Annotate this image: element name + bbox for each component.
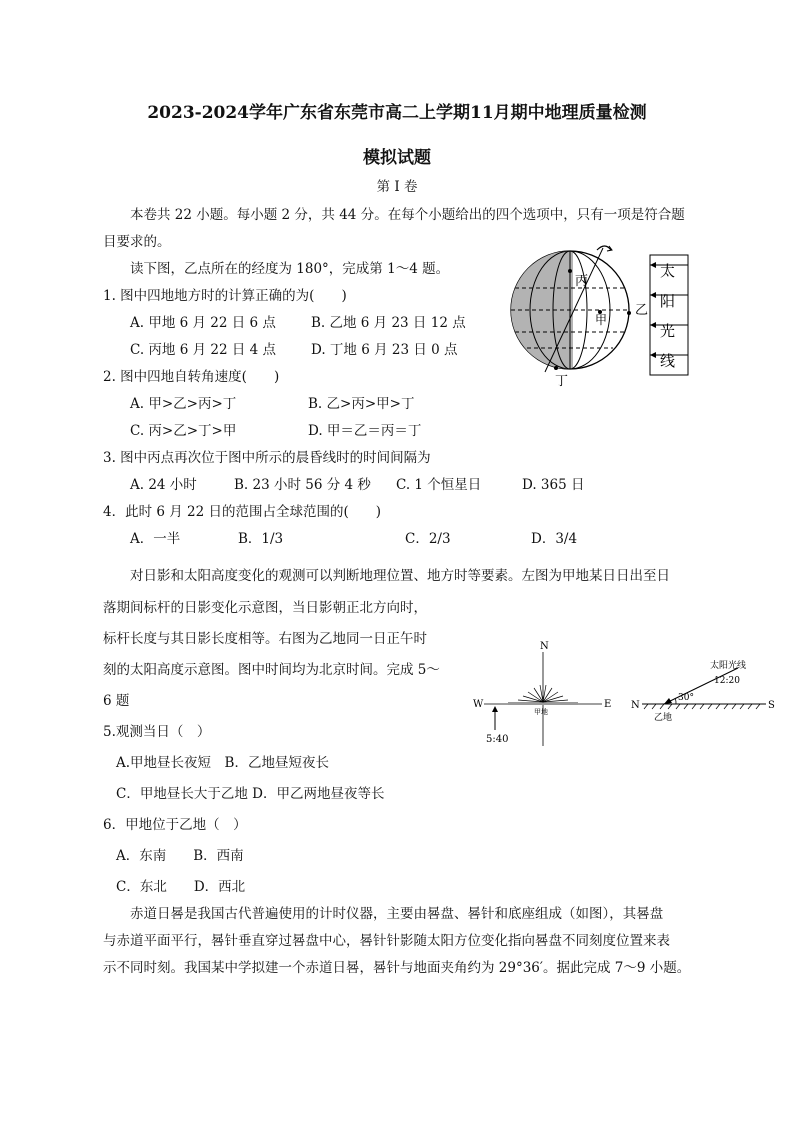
q4-option-b: B．1/3: [238, 531, 284, 547]
group3-line3: 示不同时刻。我国某中学拟建一个赤道日晷，晷针与地面夹角约为 29°36′。据此完成 7～9 小题。: [103, 960, 691, 976]
altitude-angle: 30°: [678, 693, 694, 703]
sun-altitude-figure: [628, 656, 778, 726]
group2-intro-line5: 6 题: [103, 693, 130, 709]
group2-intro-line2: 落期间标杆的日影变化示意图，当日影朝正北方向时，: [103, 600, 427, 616]
sunrise-time: 5:40: [486, 734, 509, 745]
ground-strip: [508, 702, 578, 705]
label-ding: 丁: [555, 374, 569, 389]
sunlight-char-3: 光: [660, 322, 676, 340]
q2-option-b: B. 乙>丙>甲>丁: [308, 396, 415, 412]
q2-option-d: D. 甲＝乙＝丙＝丁: [308, 423, 422, 439]
instructions-line1: 本卷共 22 小题。每小题 2 分，共 44 分。在每个小题给出的四个选项中，只有一项是符合题: [130, 207, 685, 223]
q3-option-d: D. 365 日: [522, 477, 585, 493]
q1-option-c: C. 丙地 6 月 22 日 4 点: [130, 342, 277, 358]
group3-line1: 赤道日晷是我国古代普遍使用的计时仪器，主要由晷盘、晷针和底座组成（如图），其晷盘: [130, 906, 664, 922]
noon-time: 12:20: [714, 676, 740, 686]
label-bing: 丙: [575, 274, 589, 289]
q1-option-b: B. 乙地 6 月 23 日 12 点: [311, 315, 466, 331]
q5-options-ab: A.甲地昼长夜短 B．乙地昼短夜长: [116, 755, 329, 771]
compass-w: W: [473, 699, 484, 710]
q1-stem: 1. 图中四地地方时的计算正确的为( ): [103, 288, 347, 304]
group2-intro-line4: 刻的太阳高度示意图。图中时间均为北京时间。完成 5～: [103, 662, 440, 678]
q4-option-a: A．一半: [130, 531, 181, 547]
q2-option-a: A. 甲>乙>丙>丁: [130, 396, 237, 412]
group1-intro: 读下图，乙点所在的经度为 180°，完成第 1～4 题。: [130, 261, 450, 277]
q3-stem: 3. 图中丙点再次位于图中所示的晨昏线时的时间间隔为: [103, 450, 431, 466]
q3-option-a: A. 24 小时: [130, 477, 197, 493]
sunlight-char-2: 阳: [660, 292, 676, 310]
shadow-figure: [468, 638, 618, 750]
place-jia: 甲地: [534, 708, 548, 716]
q3-option-b: B. 23 小时 56 分 4 秒: [234, 477, 371, 493]
sunlight-char-4: 线: [660, 352, 676, 370]
q4-stem: 4．此时 6 月 22 日的范围占全球范围的( ): [103, 504, 382, 520]
group2-intro-line1: 对日影和太阳高度变化的观测可以判断地理位置、地方时等要素。左图为甲地某日日出至日: [130, 568, 670, 584]
sunlight-line-label: 太阳光线: [710, 661, 747, 671]
q4-option-d: D．3/4: [531, 531, 578, 547]
page-title: 2023-2024学年广东省东莞市高二上学期11月期中地理质量检测: [147, 103, 647, 123]
page-title-line2: 模拟试题: [363, 148, 431, 168]
q6-stem: 6．甲地位于乙地（ ）: [103, 817, 247, 833]
sunlight-char-1: 太: [660, 262, 676, 280]
q1-option-d: D. 丁地 6 月 23 日 0 点: [311, 342, 458, 358]
direction-n: N: [631, 700, 640, 711]
q2-stem: 2. 图中四地自转角速度( ): [103, 369, 280, 385]
place-yi: 乙地: [654, 713, 673, 723]
q2-option-c: C. 丙>乙>丁>甲: [130, 423, 237, 439]
q3-option-c: C. 1 个恒星日: [396, 477, 482, 493]
instructions-line2: 目要求的。: [103, 234, 171, 250]
compass-n: N: [540, 641, 549, 652]
globe-figure: [505, 240, 695, 390]
direction-s: S: [768, 700, 775, 711]
label-yi: 乙: [635, 303, 649, 318]
q5-stem: 5.观测当日（ ）: [103, 724, 211, 740]
label-jia: 甲: [595, 313, 608, 327]
q1-option-a: A. 甲地 6 月 22 日 6 点: [130, 315, 276, 331]
q6-options-ab: A．东南 B．西南: [116, 848, 244, 864]
q4-option-c: C．2/3: [405, 531, 451, 547]
compass-e: E: [604, 699, 612, 710]
q5-options-cd: C．甲地昼长大于乙地 D．甲乙两地昼夜等长: [116, 786, 385, 802]
group2-intro-line3: 标杆长度与其日影长度相等。右图为乙地同一日正午时: [103, 631, 427, 647]
volume-label: 第 I 卷: [376, 179, 418, 195]
group3-line2: 与赤道平面平行，晷针垂直穿过晷盘中心，晷针针影随太阳方位变化指向晷盘不同刻度位置来表: [103, 933, 670, 949]
q6-options-cd: C．东北 D．西北: [116, 879, 246, 895]
